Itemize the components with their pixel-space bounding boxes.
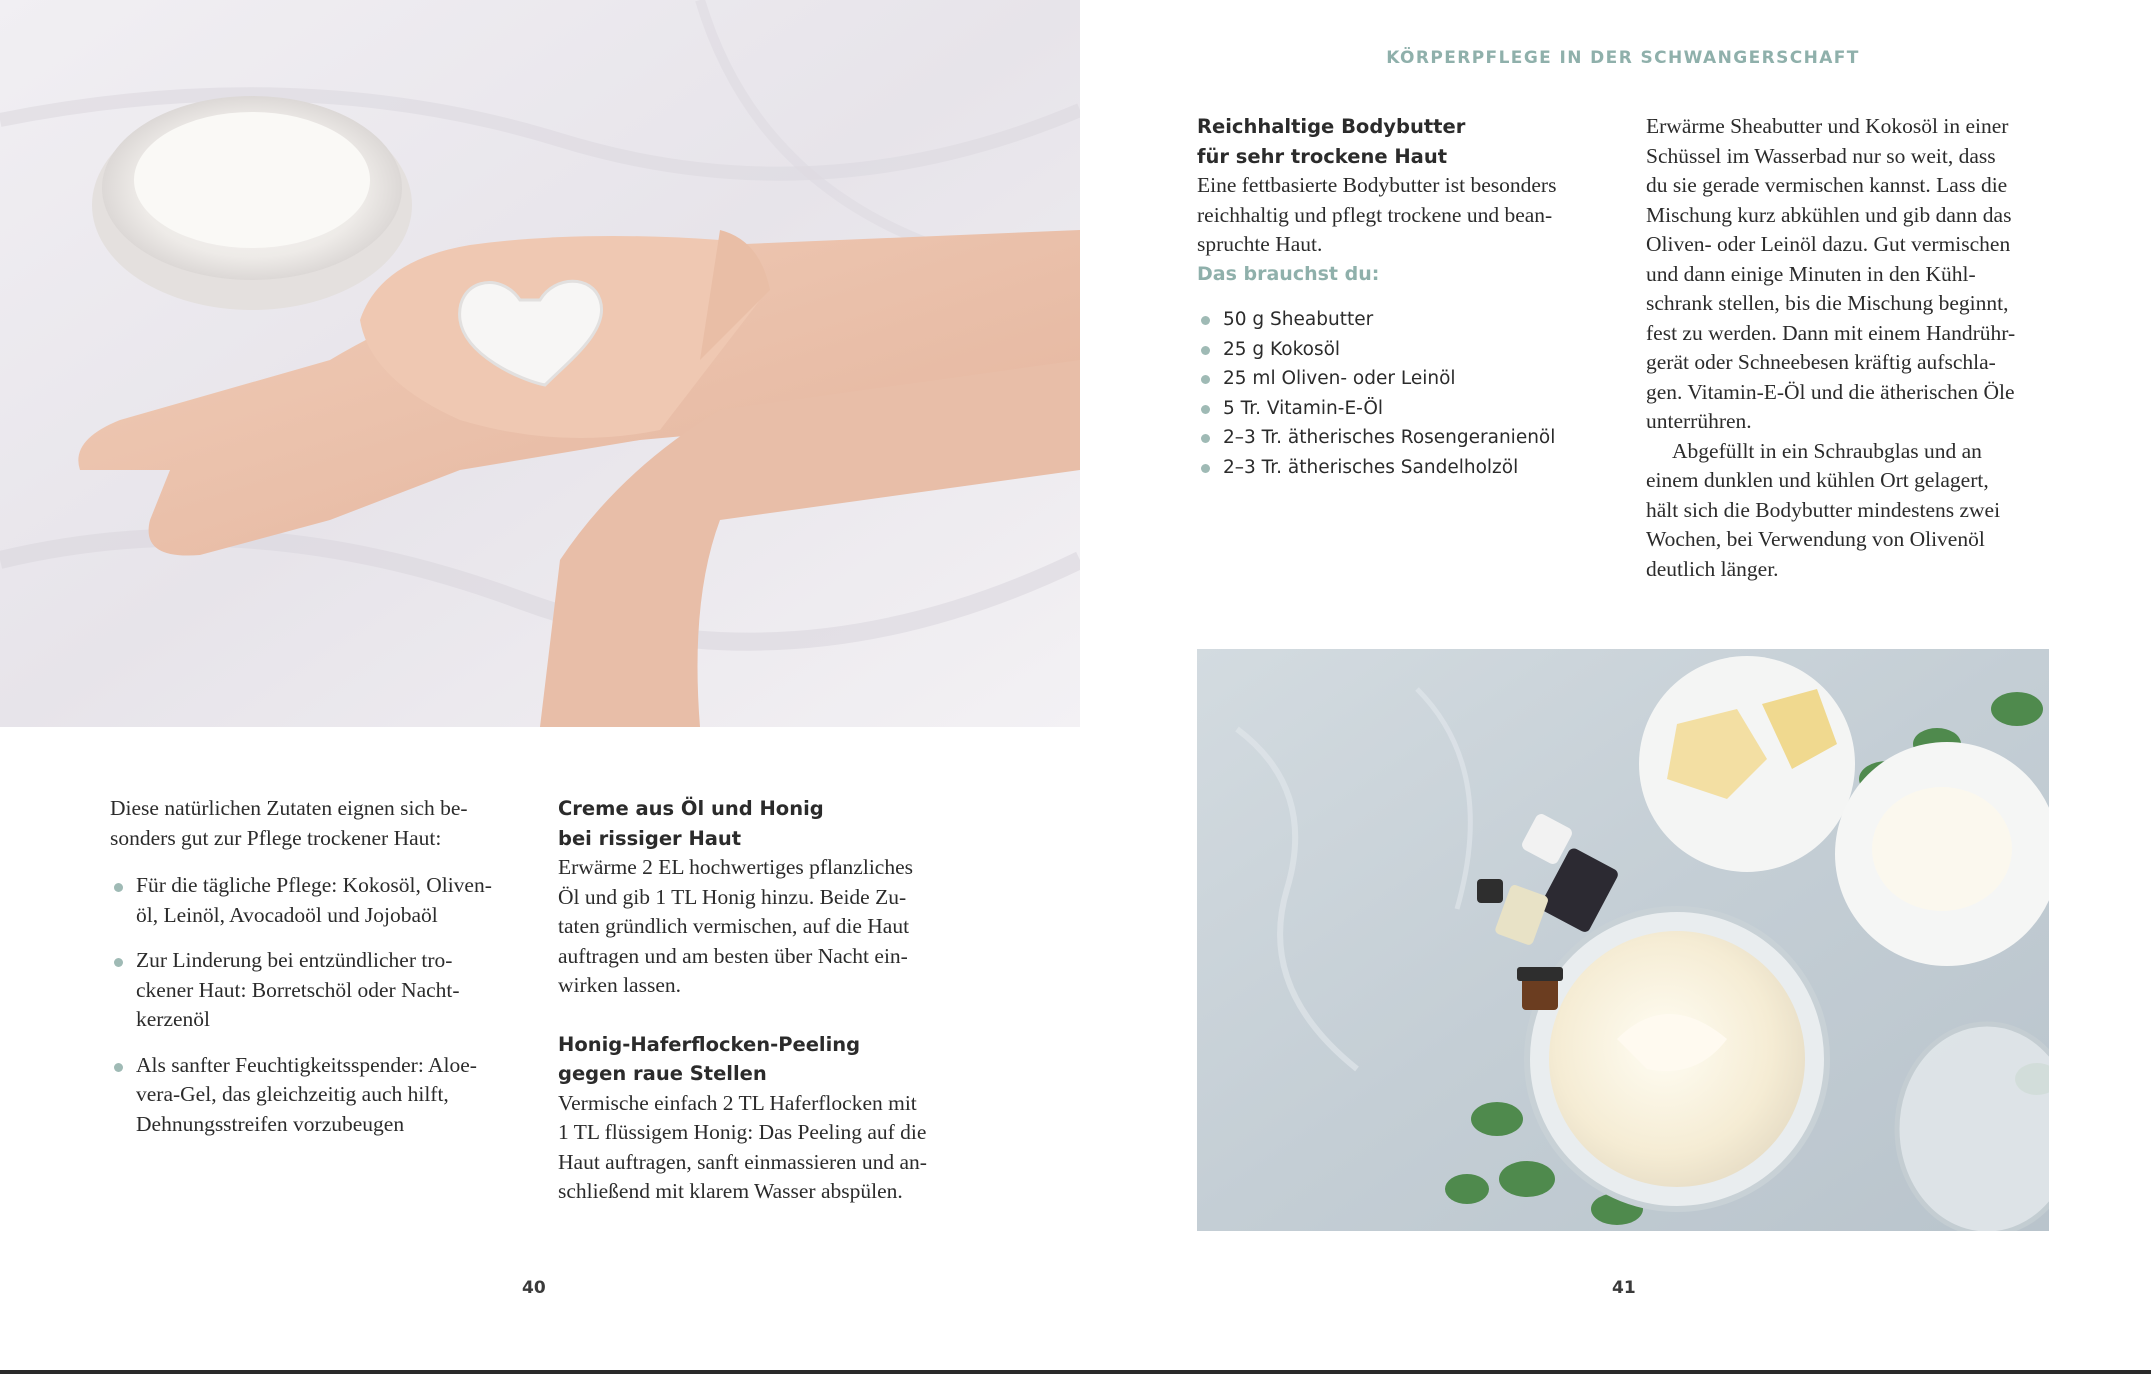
- bullet-icon: [1201, 434, 1210, 443]
- tip-item: [110, 871, 530, 930]
- creme-text-line: Erwärme 2 EL hochwertiges pflanzliches: [558, 855, 914, 879]
- peeling-title-line: gegen raue Stellen: [558, 1062, 767, 1085]
- bottom-edge: [0, 1370, 2151, 1374]
- tip-line: öl, Leinöl, Avocadoöl und Jojobaöl: [136, 902, 438, 927]
- ingredient-label: 2–3 Tr. ätherisches Sandelholzöl: [1223, 456, 1519, 478]
- instruction-line: Erwärme Sheabutter und Kokosöl in einer: [1646, 114, 2009, 138]
- section-title: KÖRPERPFLEGE IN DER SCHWANGERSCHAFT: [1386, 48, 1860, 68]
- peeling-text-line: Vermische einfach 2 TL Haferflocken mit: [558, 1090, 917, 1115]
- instruction-line: fest zu werden. Dann mit einem Handrühr-: [1646, 320, 2016, 345]
- intro-line: sonders gut zur Pflege trockener Haut:: [110, 825, 442, 850]
- instruction-line: Mischung kurz abkühlen und gib dann das: [1646, 202, 2012, 227]
- bodybutter-title-line: Reichhaltige Bodybutter: [1197, 115, 1466, 138]
- ingredient-item: [1197, 453, 1607, 483]
- instruction-line: Schüssel im Wasserbad nur so weit, dass: [1646, 143, 1996, 168]
- bullet-icon: [1201, 375, 1210, 384]
- bodybutter-text-line: Eine fettbasierte Bodybutter ist besonders: [1197, 173, 1557, 197]
- bullet-icon: [1201, 405, 1210, 414]
- tip-line: ckener Haut: Borretschöl oder Nacht-: [136, 977, 460, 1002]
- bodybutter-title-line: für sehr trockene Haut: [1197, 144, 1448, 168]
- instruction-line: unterrühren.: [1646, 409, 1752, 433]
- ingredient-item: [1197, 423, 1607, 453]
- peeling-text-line: schließend mit klarem Wasser abspülen.: [558, 1179, 903, 1203]
- instruction-line: einem dunklen und kühlen Ort gelagert,: [1646, 468, 1989, 492]
- bullet-icon: [114, 1063, 123, 1072]
- creme-text-line: taten gründlich vermischen, auf die Haut: [558, 914, 910, 938]
- honey-recipes: [558, 794, 978, 1207]
- ingredient-label: 5 Tr. Vitamin-E-Öl: [1223, 397, 1384, 419]
- ingredient-item: [1197, 364, 1607, 394]
- peeling-title-line: Honig-Haferflocken-Peeling: [558, 1032, 861, 1056]
- intro-line: Diese natürlichen Zutaten eignen sich be-: [110, 796, 468, 820]
- tip-line: Zur Linderung bei entzündlicher tro-: [136, 948, 453, 972]
- ingredient-label: 25 g Kokosöl: [1223, 338, 1341, 360]
- tip-list: [110, 871, 530, 1139]
- tip-line: Dehnungsstreifen vorzubeugen: [136, 1111, 405, 1136]
- instruction-line: Oliven- oder Leinöl dazu. Gut vermischen: [1646, 232, 2011, 256]
- bodybutter-instructions: [1646, 112, 2066, 584]
- hands-cream-photo: [0, 0, 1080, 727]
- ingredient-label: 50 g Sheabutter: [1223, 309, 1374, 330]
- ingredient-list: [1197, 305, 1607, 482]
- instruction-line: schrank stellen, bis die Mischung beginnt,: [1646, 291, 2009, 315]
- bullet-icon: [1201, 316, 1210, 325]
- tip-line: kerzenöl: [136, 1007, 211, 1031]
- creme-text-line: wirken lassen.: [558, 973, 681, 997]
- ingredient-item: [1197, 305, 1607, 335]
- creme-title-line: Creme aus Öl und Honig: [558, 797, 824, 820]
- ingredient-label: 25 ml Oliven- oder Leinöl: [1223, 368, 1456, 389]
- ingredients-heading: Das brauchst du:: [1197, 262, 1380, 285]
- creme-title-line: bei rissiger Haut: [558, 826, 742, 850]
- bodybutter-recipe: [1197, 112, 1607, 482]
- shea-butter-photo: [1197, 649, 2049, 1231]
- tip-line: vera-Gel, das gleichzeitig auch hilft,: [136, 1082, 449, 1106]
- creme-text-line: auftragen und am besten über Nacht ein-: [558, 943, 908, 968]
- ingredient-item: [1197, 335, 1607, 365]
- instruction-line: Abgefüllt in ein Schraubglas und an: [1672, 438, 1982, 463]
- instruction-line: und dann einige Minuten in den Kühl-: [1646, 261, 1976, 286]
- bodybutter-text-line: reichhaltig und pflegt trockene und bean-: [1197, 202, 1553, 227]
- ingredients-tips: [110, 794, 530, 1155]
- bodybutter-text-line: spruchte Haut.: [1197, 232, 1323, 256]
- instruction-line: Wochen, bei Verwendung von Olivenöl: [1646, 527, 1985, 551]
- instruction-line: gerät oder Schneebesen kräftig aufschla-: [1646, 350, 1996, 374]
- tip-line: Für die tägliche Pflege: Kokosöl, Oliven-: [136, 873, 492, 897]
- bullet-icon: [1201, 346, 1210, 355]
- tip-item: [110, 1051, 530, 1140]
- instruction-line: deutlich länger.: [1646, 556, 1779, 581]
- tip-line: Als sanfter Feuchtigkeitsspender: Aloe-: [136, 1052, 477, 1077]
- tip-item: [110, 946, 530, 1035]
- bullet-icon: [114, 958, 123, 967]
- page-number-left: 40: [522, 1278, 546, 1298]
- creme-text-line: Öl und gib 1 TL Honig hinzu. Beide Zu-: [558, 884, 907, 909]
- ingredient-item: [1197, 394, 1607, 424]
- ingredient-label: 2–3 Tr. ätherisches Rosengeranienöl: [1223, 427, 1556, 448]
- instruction-line: gen. Vitamin-E-Öl und die ätherischen Öle: [1646, 379, 2015, 404]
- peeling-text-line: Haut auftragen, sanft einmassieren und an-: [558, 1149, 927, 1174]
- peeling-text-line: 1 TL flüssigem Honig: Das Peeling auf die: [558, 1120, 927, 1144]
- page-number-right: 41: [1612, 1278, 1636, 1298]
- instruction-line: hält sich die Bodybutter mindestens zwei: [1646, 497, 2001, 522]
- bullet-icon: [114, 883, 123, 892]
- bullet-icon: [1201, 464, 1210, 473]
- instruction-line: du sie gerade vermischen kannst. Lass die: [1646, 173, 2008, 197]
